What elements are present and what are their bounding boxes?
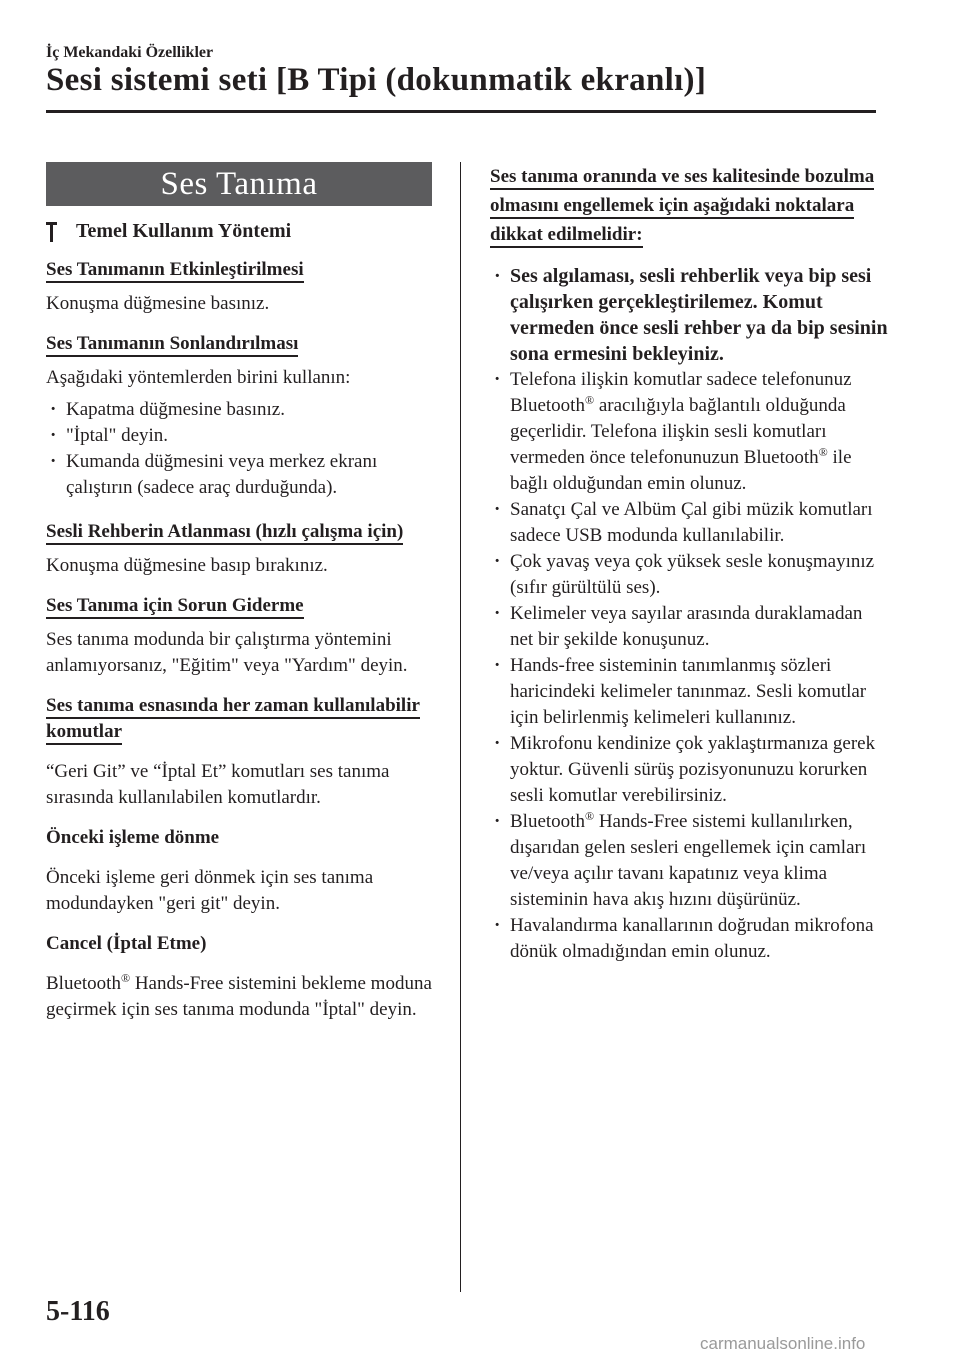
paragraph-always-available: “Geri Git” ve “İptal Et” komutları ses tanıma sırasında kullanılabilen komutlardır.: [46, 761, 390, 808]
page-title: Sesi sistemi seti [B Tipi (dokunmatik ekranlı)]: [46, 62, 707, 98]
left-column: [46, 162, 432, 1023]
list-item: · Kelimeler veya sayılar arasında duraklamadan net bir şekilde konuşunuz.: [490, 601, 890, 653]
watermark: carmanualsonline.info: [700, 1334, 866, 1353]
title-rule: [46, 110, 876, 113]
column-divider: [460, 162, 461, 1292]
paragraph-troubleshooting: Ses tanıma modunda bir çalıştırma yöntemini anlamıyorsanız, "Eğitim" veya "Yardım" deyin.: [46, 629, 408, 676]
t-marker-icon: [46, 222, 56, 242]
subheading-text: Temel Kullanım Yöntemi: [76, 220, 292, 242]
right-column: [490, 162, 890, 965]
list-item: · Hands-free sisteminin tanımlanmış sözleri haricindeki kelimeler tanınmaz. Sesli komutlar için belirlenmiş kelimeleri kullanınız.: [490, 653, 890, 731]
list-item: · Havalandırma kanallarının doğrudan mikrofona dönük olmadığından emin olunuz.: [490, 913, 890, 965]
heading-always-available: Ses tanıma esnasında her zaman kullanılabilir komutlar: [46, 693, 432, 745]
list-item: · Kumanda düğmesini veya merkez ekranı çalıştırın (sadece araç durduğunda).: [46, 449, 432, 501]
heading-skip-guidance: Sesli Rehberin Atlanması (hızlı çalışma için): [46, 519, 432, 545]
heading-quality-tips: Ses tanıma oranında ve ses kalitesinde bozulma olmasını engellemek için aşağıdaki noktalara dikkat edilmelidir:: [490, 162, 890, 249]
paragraph-termination: Aşağıdaki yöntemlerden birini kullanın:: [46, 367, 351, 388]
list-item: · Sanatçı Çal ve Albüm Çal gibi müzik komutları sadece USB modunda kullanılabilir.: [490, 497, 890, 549]
paragraph-skip-guidance: Konuşma düğmesine basıp bırakınız.: [46, 555, 328, 576]
list-item: · Mikrofonu kendinize çok yaklaştırmanıza gerek yoktur. Güvenli sürüş pozisyonunuzu korurken sesli komutlar verebilirsiniz.: [490, 731, 890, 809]
heading-activation: Ses Tanımanın Etkinleştirilmesi: [46, 257, 432, 283]
registered-mark: ®: [120, 971, 131, 985]
subheading: [46, 220, 432, 243]
section-banner: Ses Tanıma: [46, 162, 432, 206]
list-item: · Telefona ilişkin komutlar sadece telefonunuz Bluetooth® aracılığıyla bağlantılı olduğunda geçerlidir. Telefona ilişkin sesli komutları vermeden önce telefonunuzun Bluetooth® ile bağlı olduğundan emin olunuz.: [490, 367, 890, 497]
termination-list: [46, 397, 432, 501]
list-item: · Çok yavaş veya çok yüksek sesle konuşmayınız (sıfır gürültülü ses).: [490, 549, 890, 601]
page-number: 5-116: [46, 1296, 110, 1327]
heading-go-back: Önceki işleme dönme: [46, 827, 220, 848]
paragraph-activation: Konuşma düğmesine basınız.: [46, 293, 270, 314]
quality-tips-list: [490, 263, 890, 965]
paragraph-cancel: Bluetooth® Hands-Free sistemini bekleme moduna geçirmek için ses tanıma modunda "İptal" deyin.: [46, 971, 432, 1020]
heading-cancel: Cancel (İptal Etme): [46, 933, 207, 954]
list-item: · Bluetooth® Hands-Free sistemi kullanılırken, dışarıdan gelen sesleri engellemek için camları ve/veya açılır tavanı kapatınız veya klima sisteminin hava akış hızını düşürünüz.: [490, 809, 890, 913]
list-item: · "İptal" deyin.: [46, 423, 432, 449]
heading-troubleshooting: Ses Tanıma için Sorun Giderme: [46, 593, 432, 619]
heading-termination: Ses Tanımanın Sonlandırılması: [46, 331, 432, 357]
list-item: · Ses algılaması, sesli rehberlik veya bip sesi çalışırken gerçekleştirilemez. Komut vermeden önce sesli rehber ya da bip sesinin sona ermesini bekleyiniz.: [490, 263, 890, 367]
paragraph-go-back: Önceki işleme geri dönmek için ses tanıma modundayken "geri git" deyin.: [46, 867, 374, 914]
list-item: · Kapatma düğmesine basınız.: [46, 397, 432, 423]
section-label: İç Mekandaki Özellikler: [46, 44, 214, 61]
